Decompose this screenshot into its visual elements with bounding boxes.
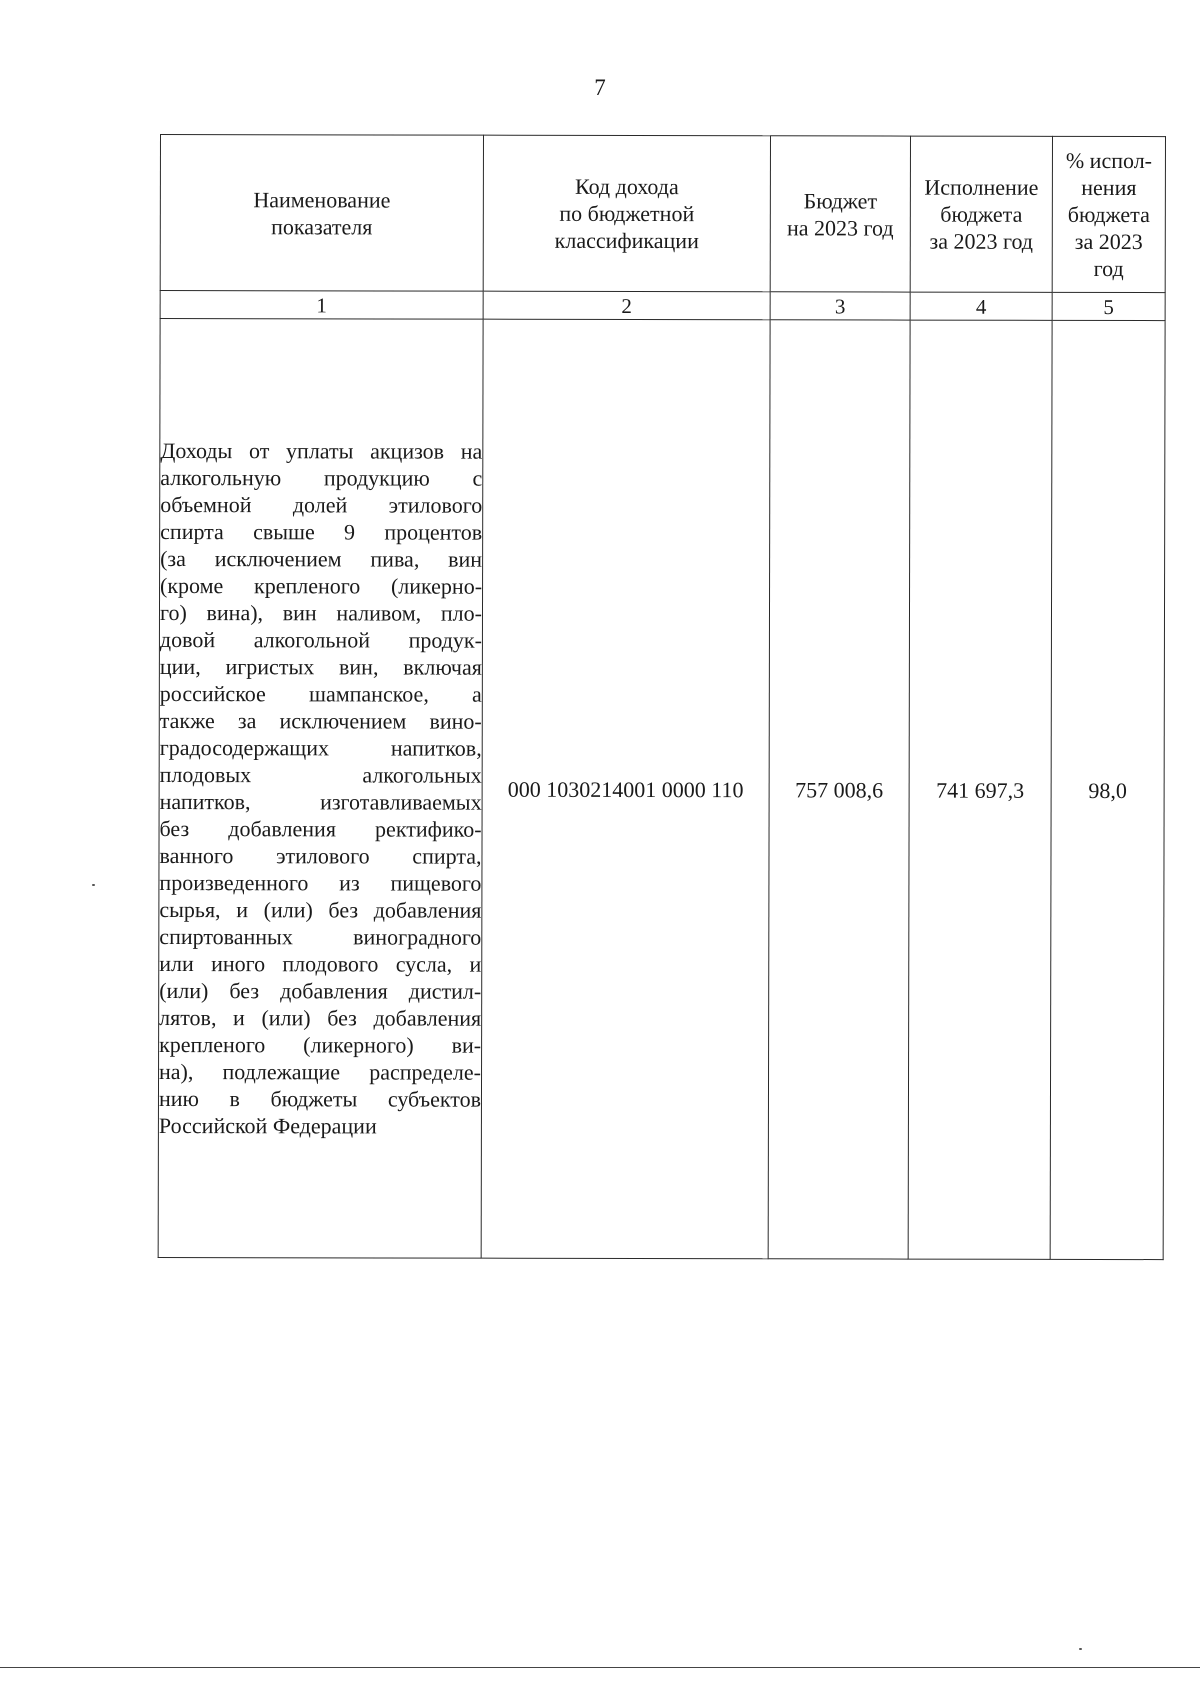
- header-indicator-name: Наименование показателя: [160, 135, 483, 292]
- header-budget-2023: Бюджет на 2023 год: [770, 136, 910, 292]
- revenue-code-cell: 000 1030214001 0000 110: [481, 319, 770, 1259]
- execution-cell: 741 697,3: [908, 320, 1052, 1259]
- indicator-name-cell: [158, 319, 483, 1259]
- scan-speck: [92, 884, 95, 886]
- column-number: 5: [1052, 292, 1165, 320]
- scan-speck: [1079, 1648, 1082, 1650]
- indicator-name-line: Доходы от уплаты акцизов на: [160, 438, 483, 464]
- indicator-name-line: алкогольную продукцию с: [160, 465, 483, 491]
- indicator-name-line: произведенного из пищевого: [159, 870, 482, 896]
- indicator-name-line: сырья, и (или) без добавления: [159, 897, 482, 923]
- table-row: [158, 319, 1165, 1260]
- indicator-name-line: крепленого (ликерного) ви-: [159, 1032, 482, 1058]
- column-number: 2: [483, 291, 770, 320]
- header-execution-2023: Исполнение бюджета за 2023 год: [910, 136, 1052, 292]
- scan-edge-rule: [0, 1667, 1200, 1668]
- header-execution-percent: % испол- нения бюджета за 2023 год: [1052, 136, 1165, 292]
- indicator-name-line: нию в бюджеты субъектов: [158, 1086, 482, 1112]
- page-number: 7: [594, 75, 606, 100]
- indicator-name-line: напитков, изготавливаемых: [159, 789, 482, 815]
- indicator-name-line: (за исключением пива, вин: [160, 546, 483, 572]
- indicator-name-line: также за исключением вино-: [159, 708, 482, 734]
- header-revenue-code: Код дохода по бюджетной классификации: [483, 135, 770, 292]
- indicator-name-line: объемной долей этилового: [160, 492, 483, 518]
- indicator-name-line: российское шампанское, а: [159, 681, 482, 707]
- indicator-name-line: без добавления ректифико-: [159, 816, 482, 842]
- indicator-name-line: лятов, и (или) без добавления: [159, 1005, 482, 1031]
- budget-cell: 757 008,6: [768, 320, 910, 1259]
- indicator-name-line: на), подлежащие распределе-: [159, 1059, 482, 1085]
- indicator-name-line: плодовых алкогольных: [159, 762, 482, 788]
- indicator-name-line: или иного плодового сусла, и: [159, 951, 482, 977]
- budget-table: [158, 134, 1166, 1260]
- indicator-name-line: ции, игристых вин, включая: [159, 654, 482, 680]
- column-number: 1: [160, 291, 483, 320]
- indicator-name-line: ванного этилового спирта,: [159, 843, 482, 869]
- percent-cell: 98,0: [1050, 320, 1165, 1259]
- indicator-name-line: спиртованных виноградного: [159, 924, 482, 950]
- indicator-name-line: градосодержащих напитков,: [159, 735, 482, 761]
- column-numbers-row: [160, 291, 1165, 321]
- column-number: 4: [910, 292, 1052, 320]
- column-number: 3: [770, 292, 910, 320]
- indicator-name-line: го) вина), вин наливом, пло-: [159, 600, 483, 626]
- indicator-name-line: (кроме крепленого (ликерно-: [160, 573, 483, 599]
- indicator-name-line: довой алкогольной продук-: [159, 627, 482, 653]
- table-header-row: [160, 135, 1165, 293]
- indicator-name-line: (или) без добавления дистил-: [159, 978, 482, 1004]
- indicator-name-line: спирта свыше 9 процентов: [160, 519, 483, 545]
- indicator-name-line: Российской Федерации: [158, 1113, 377, 1139]
